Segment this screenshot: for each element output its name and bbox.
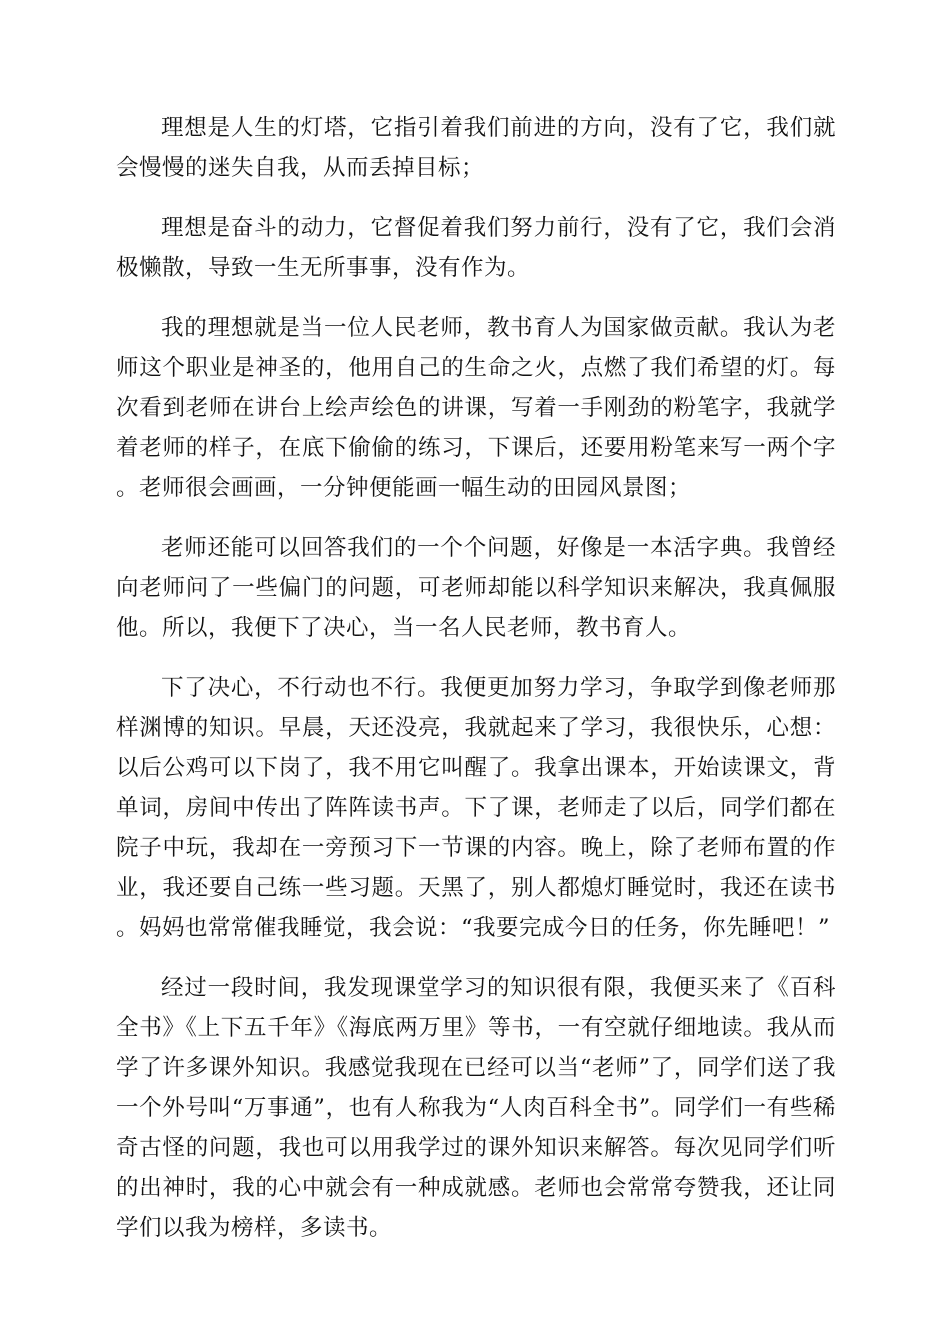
paragraph-6: 经过一段时间，我发现课堂学习的知识很有限，我便买来了《百科全书》《上下五千年》《海底两万里》等书，一有空就仔细地读。我从而学了许多课外知识。我感觉我现在已经可以当“老师”了，同学们送了我一个外号叫“万事通”，也有人称我为“人肉百科全书”。同学们一有些稀奇古怪的问题，我也可以用我学过的课外知识来解答。每次见同学们听的出神时，我的心中就会有一种成就感。老师也会常常夸赞我，还让同学们以我为榜样，多读书。	[116, 975, 836, 1241]
paragraph-5: 下了决心，不行动也不行。我便更加努力学习，争取学到像老师那样渊博的知识。早晨，天还没亮，我就起来了学习，我很快乐，心想：以后公鸡可以下岗了，我不用它叫醒了。我拿出课本，开始读课文，背单词，房间中传出了阵阵读书声。下了课，老师走了以后，同学们都在院子中玩，我却在一旁预习下一节课的内容。晚上，除了老师布置的作业，我还要自己练一些习题。天黑了，别人都熄灯睡觉时，我还在读书。妈妈也常常催我睡觉，我会说：“我要完成今日的任务，你先睡吧！”	[116, 675, 836, 941]
paragraph-2: 理想是奋斗的动力，它督促着我们努力前行，没有了它，我们会消极懒散，导致一生无所事事，没有作为。	[116, 215, 836, 281]
paragraph-1: 理想是人生的灯塔，它指引着我们前进的方向，没有了它，我们就会慢慢的迷失自我，从而丢掉目标；	[116, 115, 836, 181]
document-body	[116, 108, 836, 1268]
paragraph-4: 老师还能可以回答我们的一个个问题，好像是一本活字典。我曾经向老师问了一些偏门的问题，可老师却能以科学知识来解决，我真佩服他。所以，我便下了决心，当一名人民老师，教书育人。	[116, 535, 836, 641]
paragraph-3: 我的理想就是当一位人民老师，教书育人为国家做贡献。我认为老师这个职业是神圣的，他用自己的生命之火，点燃了我们希望的灯。每次看到老师在讲台上绘声绘色的讲课，写着一手刚劲的粉笔字，我就学着老师的样子，在底下偷偷的练习，下课后，还要用粉笔来写一两个字。老师很会画画，一分钟便能画一幅生动的田园风景图；	[116, 315, 836, 501]
